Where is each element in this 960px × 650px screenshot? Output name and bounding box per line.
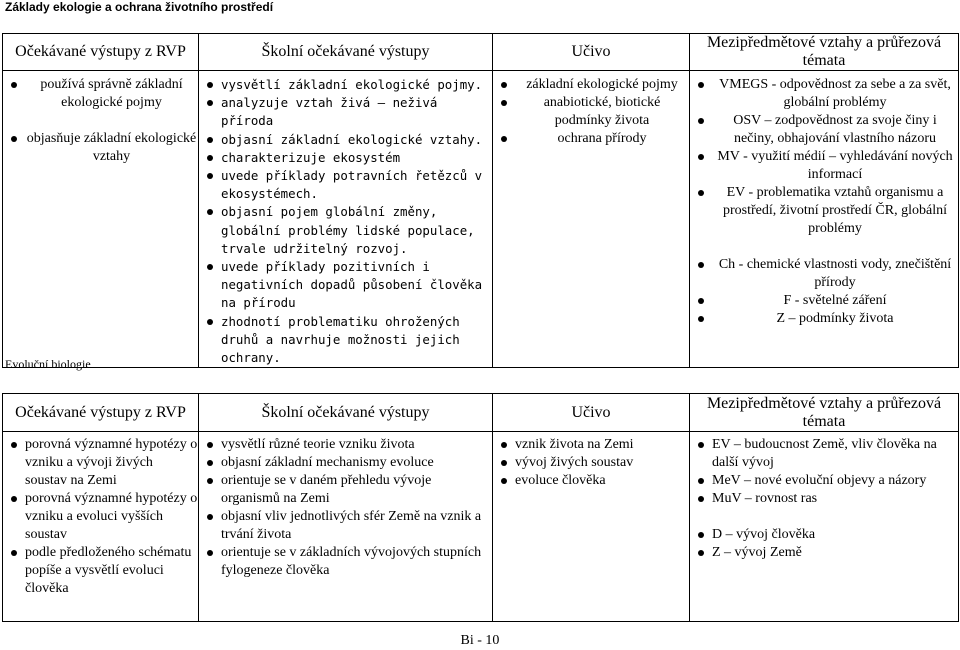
header-ucivo: Učivo	[493, 394, 690, 432]
list-item: používá správně základní ekologické pojmy	[3, 76, 198, 112]
cell-school-outputs	[199, 71, 493, 368]
cell-ucivo	[493, 432, 690, 622]
header-rvp-outputs: Očekávané výstupy z RVP	[3, 394, 199, 432]
list-item: vysvětlí základní ekologické pojmy.	[199, 76, 492, 94]
list-item: vznik života na Zemi	[493, 436, 689, 454]
list-item: analyzuje vztah živá – neživá příroda	[199, 94, 492, 130]
curriculum-table-ecology	[2, 33, 959, 368]
list-item: EV – budoucnost Země, vliv člověka na další vývoj	[690, 436, 958, 472]
list-item: objasňuje základní ekologické vztahy	[3, 130, 198, 166]
header-school-outputs: Školní očekávané výstupy	[199, 34, 493, 71]
list-item: objasní základní ekologické vztahy.	[199, 131, 492, 149]
cell-cross-curricular	[690, 71, 959, 368]
header-cross-curricular: Mezipředmětové vztahy a průřezová témata	[690, 394, 959, 432]
list-item: objasní pojem globální změny, globální problémy lidské populace, trvale udržitelný rozvoj.	[199, 203, 492, 258]
list-item: VMEGS - odpovědnost za sebe a za svět, globální problémy	[690, 76, 958, 112]
cell-rvp-outputs	[3, 432, 199, 622]
list-item: uvede příklady pozitivních i negativních dopadů působení člověka na přírodu	[199, 258, 492, 313]
list-item: evoluce člověka	[493, 472, 689, 490]
list-item: vysvětlí různé teorie vzniku života	[199, 436, 492, 454]
list-item: OSV – zodpovědnost za svoje činy i nečiny, obhajování vlastního názoru	[690, 112, 958, 148]
list-item: objasní základní mechanismy evoluce	[199, 454, 492, 472]
list-item: MV - využití médií – vyhledávání nových informací	[690, 148, 958, 184]
cell-cross-curricular	[690, 432, 959, 622]
list-item: podle předloženého schématu popíše a vysvětlí evoluci člověka	[3, 544, 198, 598]
list-item: Z – vývoj Země	[690, 544, 958, 562]
list-item: orientuje se v základních vývojových stupních fylogeneze člověka	[199, 544, 492, 580]
header-school-outputs: Školní očekávané výstupy	[199, 394, 493, 432]
cell-rvp-outputs	[3, 71, 199, 368]
header-ucivo: Učivo	[493, 34, 690, 71]
list-item: vývoj živých soustav	[493, 454, 689, 472]
page-number	[0, 633, 960, 649]
list-item: objasní vliv jednotlivých sfér Země na vznik a trvání života	[199, 508, 492, 544]
list-item: anabiotické, biotické podmínky života	[493, 94, 689, 130]
section-title-ecology: Základy ekologie a ochrana životního prostředí	[5, 0, 274, 14]
list-item: ochrana přírody	[493, 130, 689, 148]
list-item: D – vývoj člověka	[690, 526, 958, 544]
list-item: uvede příklady potravních řetězců v ekosystémech.	[199, 167, 492, 203]
cell-school-outputs	[199, 432, 493, 622]
page-number-label: Bi - 10	[460, 633, 500, 648]
list-item: Ch - chemické vlastnosti vody, znečištění přírody	[690, 256, 958, 292]
list-item: zhodnotí problematiku ohrožených druhů a navrhuje možnosti jejich ochrany.	[199, 313, 492, 368]
list-item: EV - problematika vztahů organismu a prostředí, životní prostředí ČR, globální problémy	[690, 184, 958, 238]
section-title-evolution: Evoluční biologie	[5, 357, 91, 371]
list-item: F - světelné záření	[690, 292, 958, 310]
cell-ucivo	[493, 71, 690, 368]
list-item: porovná významné hypotézy o vzniku a vývoji živých soustav na Zemi	[3, 436, 198, 490]
list-item: orientuje se v daném přehledu vývoje organismů na Zemi	[199, 472, 492, 508]
header-rvp-outputs: Očekávané výstupy z RVP	[3, 34, 199, 71]
list-item: Z – podmínky života	[690, 310, 958, 328]
list-item: charakterizuje ekosystém	[199, 149, 492, 167]
list-item: MeV – nové evoluční objevy a názory	[690, 472, 958, 490]
list-item: základní ekologické pojmy	[493, 76, 689, 94]
header-cross-curricular: Mezipředmětové vztahy a průřezová témata	[690, 34, 959, 71]
curriculum-table-evolution	[2, 393, 959, 622]
list-item: MuV – rovnost ras	[690, 490, 958, 508]
list-item: porovná významné hypotézy o vzniku a evoluci vyšších soustav	[3, 490, 198, 544]
